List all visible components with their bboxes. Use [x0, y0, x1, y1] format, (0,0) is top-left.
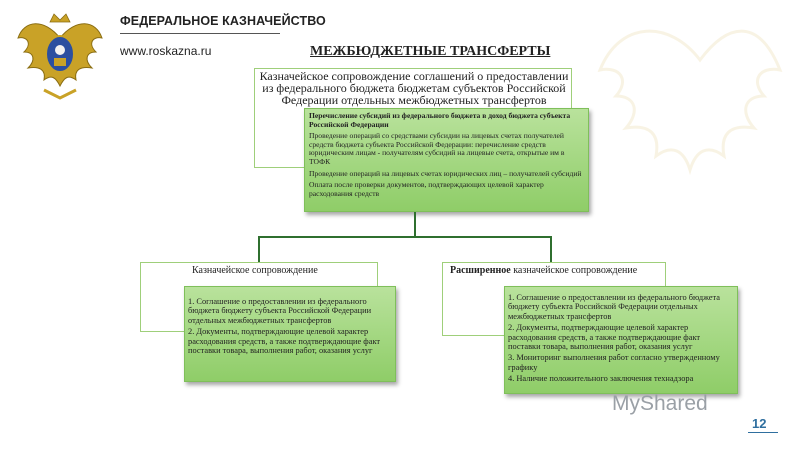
top-item: Проведение операций со средствами субсидии на лицевых счетах получателей средств бюджета субъекта Российской Федерации: перечисление средств юридическим лицам - получателям субсидий на лицевые счета, открытые им в ТОФК — [309, 131, 565, 166]
slide-title: МЕЖБЮДЖЕТНЫЕ ТРАНСФЕРТЫ — [310, 44, 551, 59]
eagle-watermark-icon — [560, 0, 800, 200]
page-number-underline — [748, 432, 778, 433]
left-item: 1. Соглашение о предоставлении из федерального бюджета бюджету субъекта Российской Федерации отдельных межбюджетных трансфертов — [188, 297, 372, 325]
watermark-text: MyShared — [612, 392, 708, 415]
connector-right-drop — [550, 236, 552, 262]
left-item: 2. Документы, подтверждающие целевой характер расходования средств, а также подтверждающие факт поставки товара, выполнения работ, оказания услуг — [188, 327, 381, 356]
top-item: Оплата после проверки документов, подтверждающих целевой характер расходования средств — [309, 180, 544, 198]
org-website: www.roskazna.ru — [120, 44, 212, 58]
top-heading: Казначейское сопровождение соглашений о предоставлении из федерального бюджета бюджетам субъектов Российской Федерации отдельных межбюджетных трансфертов — [259, 69, 569, 107]
connector-left-drop — [258, 236, 260, 262]
right-detail-box — [504, 286, 738, 394]
right-item: 4. Наличие положительного заключения технадзора — [508, 374, 694, 384]
top-detail-box — [304, 108, 589, 212]
connector-vertical-main — [414, 212, 416, 236]
right-item: 1. Соглашение о предоставлении из федерального бюджета бюджету субъекта Российской Федерации отдельных межбюджетных трансфертов — [508, 293, 720, 321]
org-name: ФЕДЕРАЛЬНОЕ КАЗНАЧЕЙСТВО — [120, 14, 326, 28]
right-item: 3. Мониторинг выполнения работ согласно утвержденному графику — [508, 353, 720, 372]
right-item: 2. Документы, подтверждающие целевой характер расходования средств, а также подтверждающие факт поставки товара, выполнения работ, оказания услуг — [508, 323, 701, 352]
right-heading-rest: казначейское сопровождение — [510, 265, 638, 276]
top-item: Проведение операций на лицевых счетах юридических лиц – получателей субсидий — [309, 168, 582, 178]
header-divider — [120, 33, 280, 34]
top-item: Перечисление субсидий из федерального бюджета в доход бюджета субъекта Российской Федерации — [309, 111, 571, 129]
left-heading: Казначейское сопровождение — [192, 265, 318, 276]
right-heading — [450, 265, 637, 276]
eagle-emblem-icon — [14, 8, 106, 102]
right-heading-bold: Расширенное — [450, 265, 511, 276]
connector-horizontal — [258, 236, 552, 238]
page-number: 12 — [752, 416, 767, 431]
left-detail-box — [184, 286, 396, 382]
